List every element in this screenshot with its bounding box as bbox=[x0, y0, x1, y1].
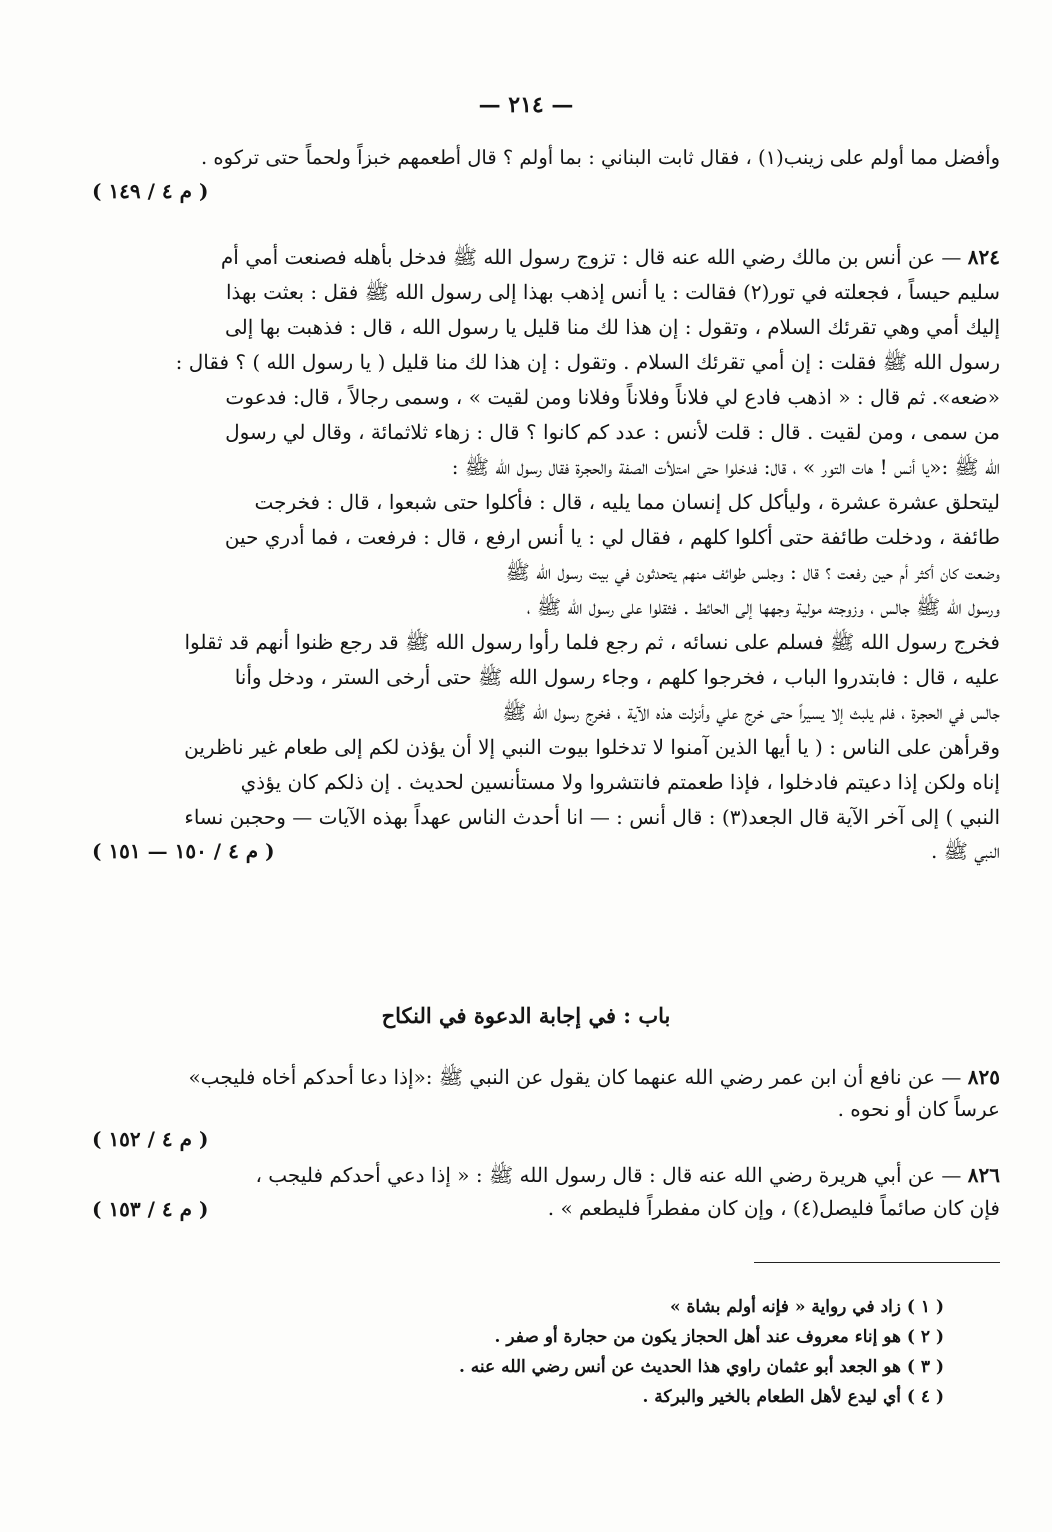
text-line: عرساً كان أو نحوه . bbox=[837, 1097, 1000, 1121]
text-line: إليك أمي وهي تقرئك السلام ، وتقول : إن هذا لك منا قليل يا رسول الله ، قال : فذهبت بها إلى bbox=[225, 315, 1000, 339]
text-line: النبي ﷺ . bbox=[930, 839, 1000, 863]
footnote: ( ١ ) زاد في رواية « فإنه أولم بشاة » bbox=[669, 1297, 944, 1317]
source-reference: ( م ٤ / ١٤٩ ) bbox=[92, 179, 209, 203]
footnote: ( ٣ ) هو الجعد أبو عثمان راوي هذا الحديث عن أنس رضي الله عنه . bbox=[458, 1357, 944, 1377]
source-reference: ( م ٤ / ١٥٣ ) bbox=[92, 1197, 209, 1221]
text-line: رسول الله ﷺ فقلت : إن أمي تقرئك السلام . وتقول : إن هذا لك منا قليل ( يا رسول الله ) ؟ فقال : bbox=[175, 350, 1000, 374]
hadith-824 bbox=[52, 240, 1000, 867]
text-line: إناه ولكن إذا دعيتم فادخلوا ، فإذا طعمتم فانتشروا ولا مستأنسين لحديث . إن ذلكم كان يؤذي bbox=[240, 770, 1000, 794]
text-line: ليتحلق عشرة عشرة ، وليأكل كل إنسان مما يليه ، قال : فأكلوا حتى شبعوا ، قال : فخرجت bbox=[254, 490, 1000, 514]
text-line: ٨٢٦ — عن أبي هريرة رضي الله عنه قال : قال رسول الله ﷺ : « إذا دعي أحدكم فليجب ، bbox=[255, 1163, 1000, 1187]
source-reference: ( م ٤ / ١٥٠ — ١٥١ ) bbox=[92, 839, 275, 863]
text-line: ٨٢٥ — عن نافع أن ابن عمر رضي الله عنهما كان يقول عن النبي ﷺ :«إذا دعا أحدكم أخاه فليجب» bbox=[188, 1065, 1000, 1089]
footnote: ( ٢ ) هو إناء معروف عند أهل الحجاز يكون من حجارة أو صفر . bbox=[494, 1327, 944, 1347]
hadith-825 bbox=[52, 1060, 1000, 1155]
text-line-content: عن نافع أن ابن عمر رضي الله عنهما كان يقول عن النبي ﷺ :«إذا دعا أحدكم أخاه فليجب» bbox=[188, 1065, 936, 1089]
text-line: طائفة ، ودخلت طائفة حتى أكلوا كلهم ، فقال لي : يا أنس ارفع ، قال : فرفعت ، فما أدري حين bbox=[224, 525, 1000, 549]
text-line: جالس في الحجرة ، فلم يلبث إلا يسيراً حتى خرج علي وأنزلت هذه الآية ، فخرج رسول الله ﷺ bbox=[502, 700, 1000, 724]
footnote: ( ٤ ) أي ليدع لأهل الطعام بالخير والبركة . bbox=[642, 1387, 944, 1407]
text-line: وأفضل مما أولم على زينب(١) ، فقال ثابت البناني : بما أولم ؟ قال أطعمهم خبزاً ولحماً حتى تركوه . bbox=[201, 146, 1000, 169]
text-line: فإن كان صائماً فليصل(٤) ، وإن كان مفطراً فليطعم » . bbox=[547, 1196, 1000, 1220]
text-line: النبي ) إلى آخر الآية قال الجعد(٣) : قال أنس : — انا أحدث الناس عهداً بهذه الآيات — وحجبن نساء bbox=[184, 805, 1000, 829]
text-line: ورسول الله ﷺ جالس ، وزوجته مولية وجهها إلى الحائط . فثقلوا على رسول الله ﷺ ، bbox=[526, 595, 1000, 619]
page-number: — ٢١٤ — bbox=[478, 92, 574, 118]
text-line-content: عن أنس بن مالك رضي الله عنه قال : تزوج رسول الله ﷺ فدخل بأهله فصنعت أمي أم bbox=[220, 245, 936, 269]
text-line: سليم حيساً ، فجعلته في تور(٢) فقالت : يا أنس إذهب بهذا إلى رسول الله ﷺ فقل : بعثت بهذا bbox=[225, 280, 1000, 304]
text-line: عليه ، قال : فابتدروا الباب ، فخرجوا كلهم ، وجاء رسول الله ﷺ حتى أرخى الستر ، ودخل وأنا bbox=[234, 665, 1000, 689]
footnotes bbox=[64, 1292, 944, 1412]
source-reference: ( م ٤ / ١٥٢ ) bbox=[92, 1127, 209, 1151]
chapter-title: باب : في إجابة الدعوة في النكاح bbox=[381, 1003, 671, 1028]
text-line: وقرأهن على الناس : ( يا أيها الذين آمنوا لا تدخلوا بيوت النبي إلا أن يؤذن لكم إلى طعام غير ناظرين bbox=[184, 735, 1000, 759]
text-line: الله ﷺ :«يا أنس ! هات التور » ، قال: فدخلوا حتى امتلأت الصفة والحجرة فقال رسول الله ﷺ : bbox=[451, 455, 1000, 479]
hadith-826 bbox=[52, 1158, 1000, 1225]
text-line: فخرج رسول الله ﷺ فسلم على نسائه ، ثم رجع فلما رأوا رسول الله ﷺ قد رجع ظنوا أنهم قد ثقلوا bbox=[184, 630, 1000, 654]
text-line-content: عن أبي هريرة رضي الله عنه قال : قال رسول الله ﷺ : « إذا دعي أحدكم فليجب ، bbox=[255, 1163, 936, 1187]
hadith-number: ٨٢٤ bbox=[967, 245, 1000, 269]
hadith-number: ٨٢٦ bbox=[967, 1163, 1000, 1187]
text-line: وضعت كان أكثر أم حين رفعت ؟ قال : وجلس طوائف منهم يتحدثون في بيت رسول الله ﷺ bbox=[505, 560, 1000, 584]
text-line: «ضعه». ثم قال : « اذهب فادع لي فلاناً وفلاناً وفلانا ومن لقيت » ، وسمى رجالاً ، قال: فدعوت bbox=[225, 385, 1000, 409]
text-line: ٨٢٤ — عن أنس بن مالك رضي الله عنه قال : تزوج رسول الله ﷺ فدخل بأهله فصنعت أمي أم bbox=[220, 245, 1000, 269]
footnote-divider bbox=[754, 1262, 1000, 1263]
continuation-block bbox=[52, 140, 1000, 207]
text-line: من سمى ، ومن لقيت . قال : قلت لأنس : عدد كم كانوا ؟ قال : زهاء ثلاثمائة ، وقال لي رسول bbox=[225, 420, 1000, 444]
hadith-number: ٨٢٥ bbox=[967, 1065, 1000, 1089]
